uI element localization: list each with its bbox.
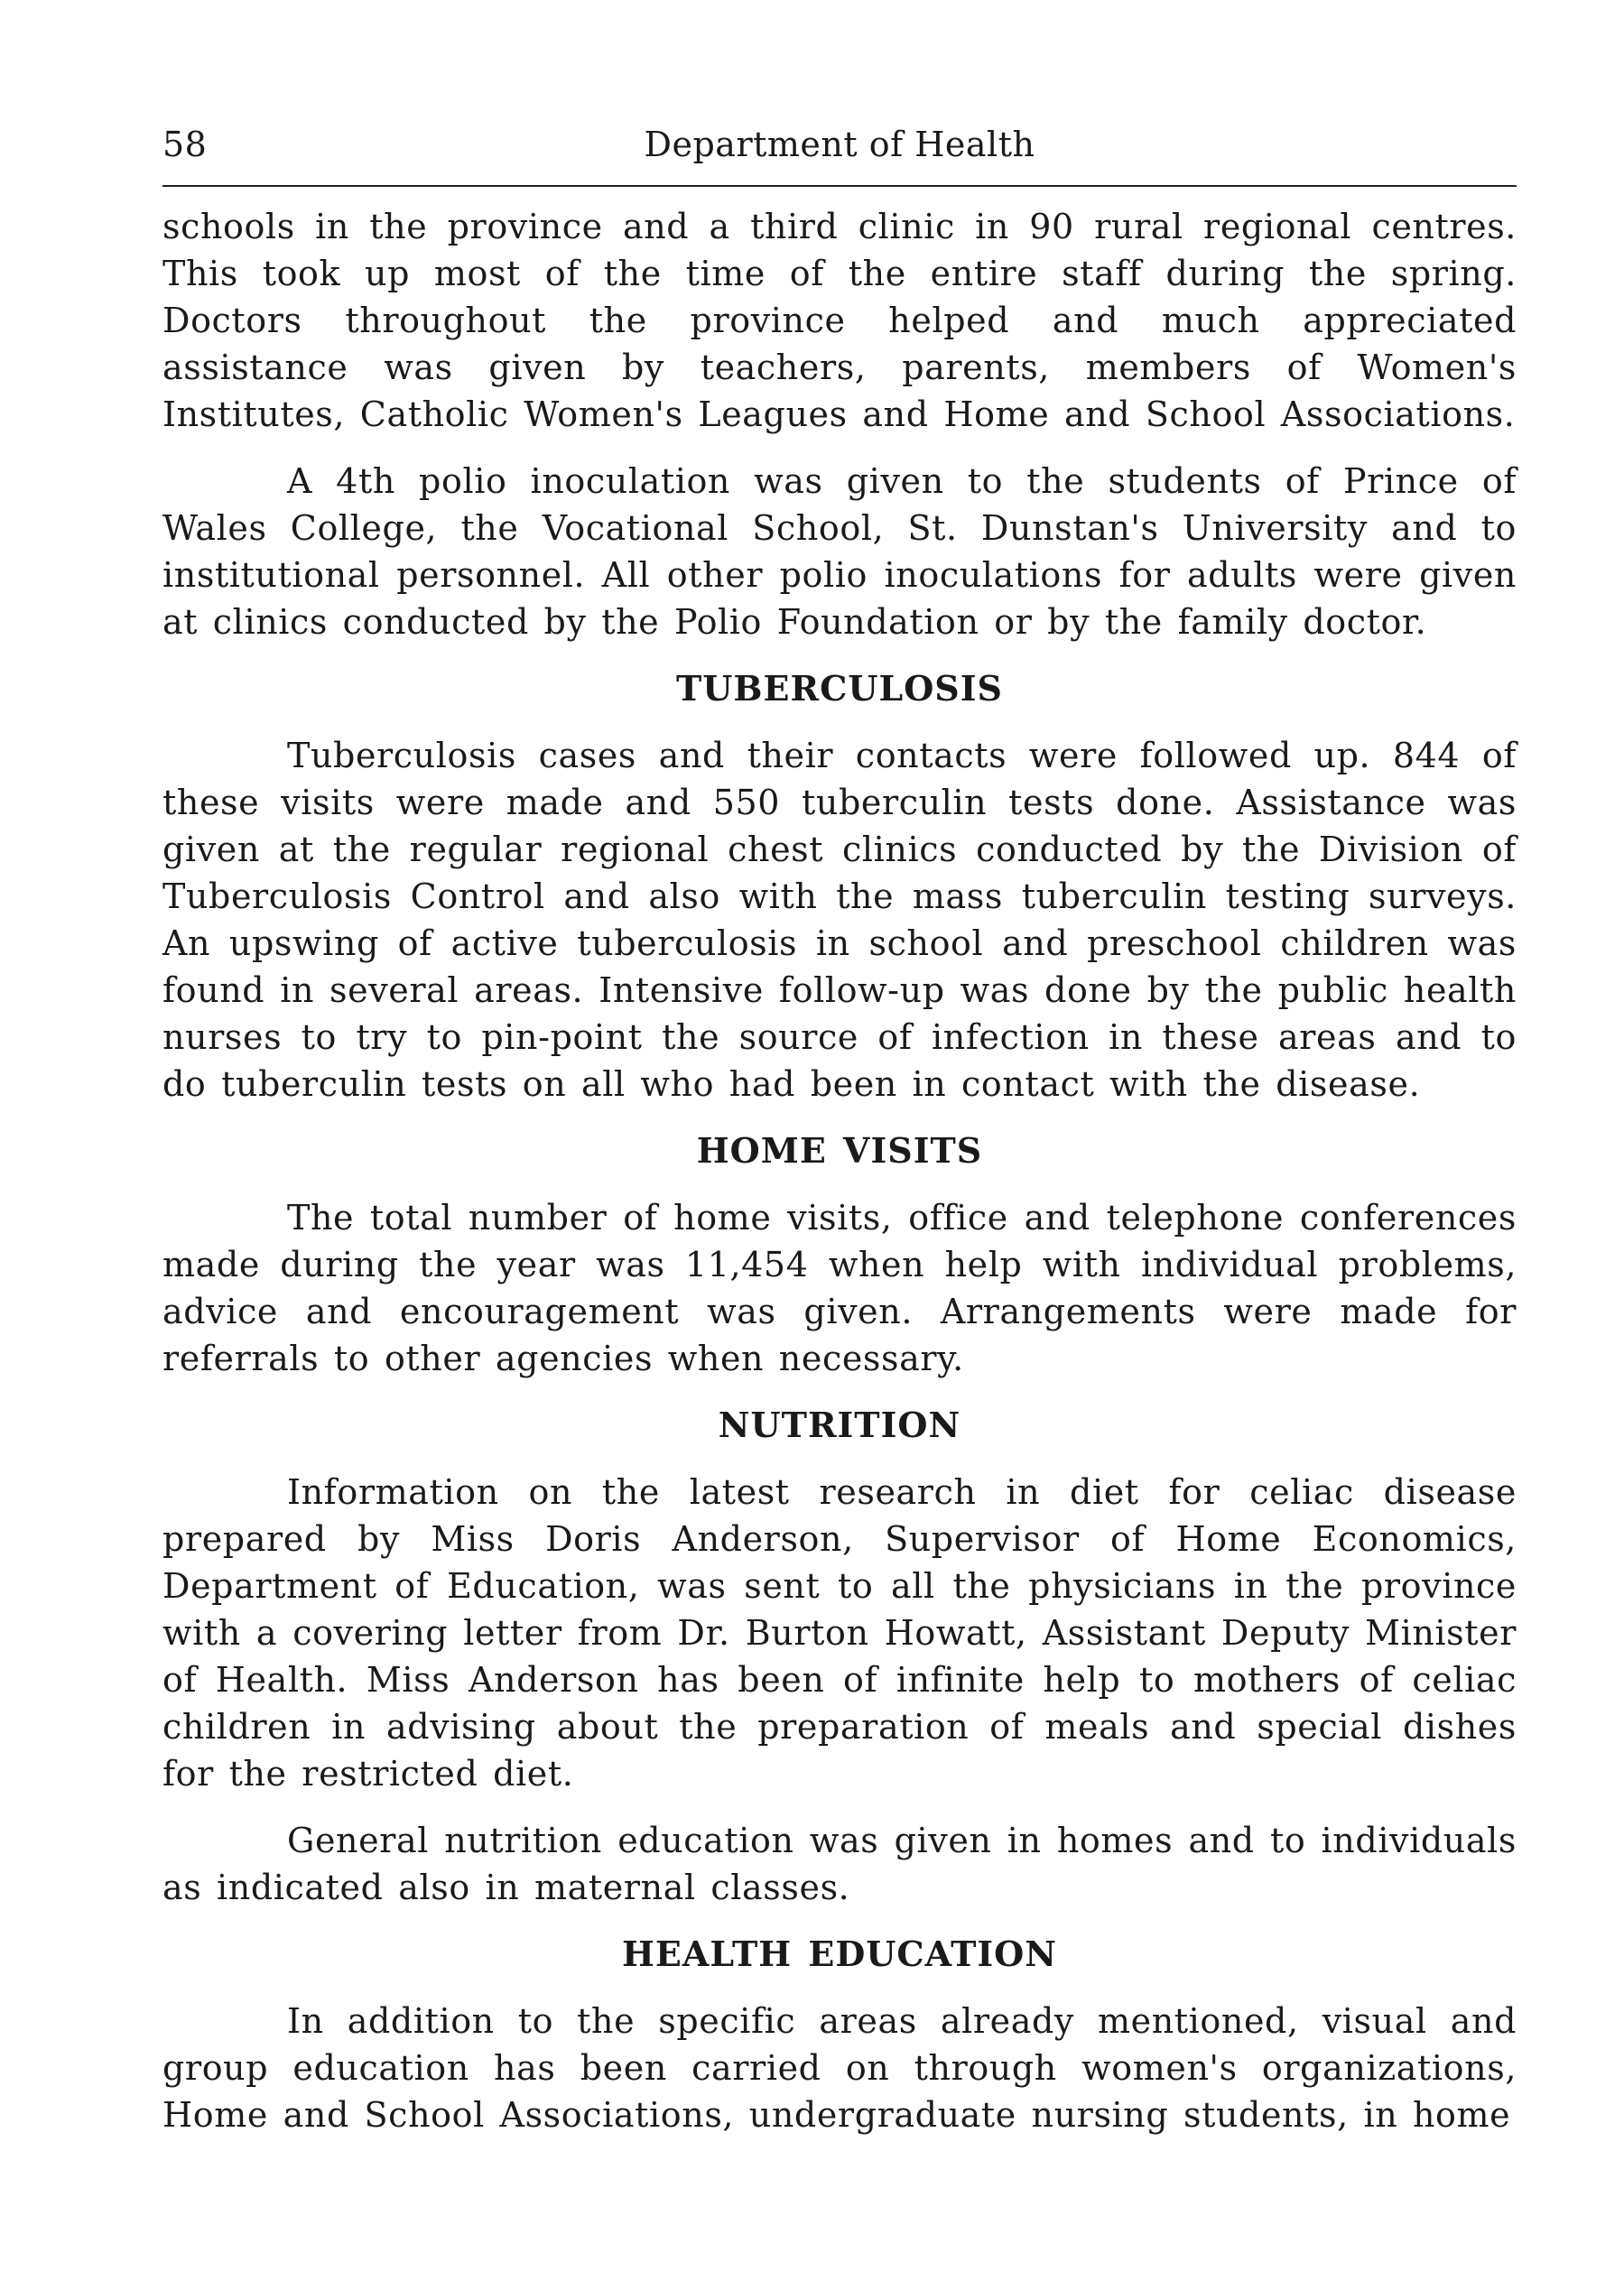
page-number: 58 xyxy=(162,125,208,164)
paragraph-nutrition-general: General nutrition education was given in homes and to individuals as indicated also in maternal classes. xyxy=(162,1821,1517,1907)
paragraph-home-visits: The total number of home visits, office and telephone conferences made during the year was 11,454 when help with individual problems, advice and encouragement was given. Arrangements were made for referrals to other agencies when necessary. xyxy=(162,1198,1517,1378)
paragraph-polio-inoculation: A 4th polio inoculation was given to the students of Prince of Wales College, the Vocational School, St. Dunstan's University and to institutional personnel. All other polio inoculations for adults were given at clinics conducted by the Polio Foundation or by the family doctor. xyxy=(162,461,1517,642)
section-heading-nutrition: NUTRITION xyxy=(718,1405,961,1445)
document-body xyxy=(162,203,1517,2158)
page-header xyxy=(162,125,1517,179)
paragraph-nutrition-celiac: Information on the latest research in diet for celiac disease prepared by Miss Doris Anderson, Supervisor of Home Economics, Department of Education, was sent to all the physicians in the province with a covering letter from Dr. Burton Howatt, Assistant Deputy Minister of Health. Miss Anderson has been of infinite help to mothers of celiac children in advising about the preparation of meals and special dishes for the restricted diet. xyxy=(162,1472,1517,1794)
section-heading-health-education: HEALTH EDUCATION xyxy=(622,1933,1057,1974)
section-heading-home-visits: HOME VISITS xyxy=(696,1130,983,1171)
running-title: Department of Health xyxy=(644,125,1035,164)
section-heading-tuberculosis: TUBERCULOSIS xyxy=(676,668,1003,709)
paragraph-tuberculosis: Tuberculosis cases and their contacts were followed up. 844 of these visits were made and 550 tuberculin tests done. Assistance was given at the regular regional chest clinics conducted by the Division of Tuberculosis Control and also with the mass tuberculin testing surveys. An upswing of active tuberculosis in school and preschool children was found in several areas. Intensive follow-up was done by the public health nurses to try to pin-point the source of infection in these areas and to do tuberculin tests on all who had been in contact with the disease. xyxy=(162,736,1517,1104)
paragraph-continued: schools in the province and a third clinic in 90 rural regional centres. This took up most of the time of the entire staff during the spring. Doctors throughout the province helped and much appreciated assistance was given by teachers, parents, members of Women's Institutes, Catholic Women's Leagues and Home and School Associations. xyxy=(162,207,1517,434)
header-rule xyxy=(162,185,1517,187)
paragraph-health-education: In addition to the specific areas already mentioned, visual and group education has been carried on through women's organizations, Home and School Associations, undergraduate nursing students, in home xyxy=(162,2001,1517,2135)
